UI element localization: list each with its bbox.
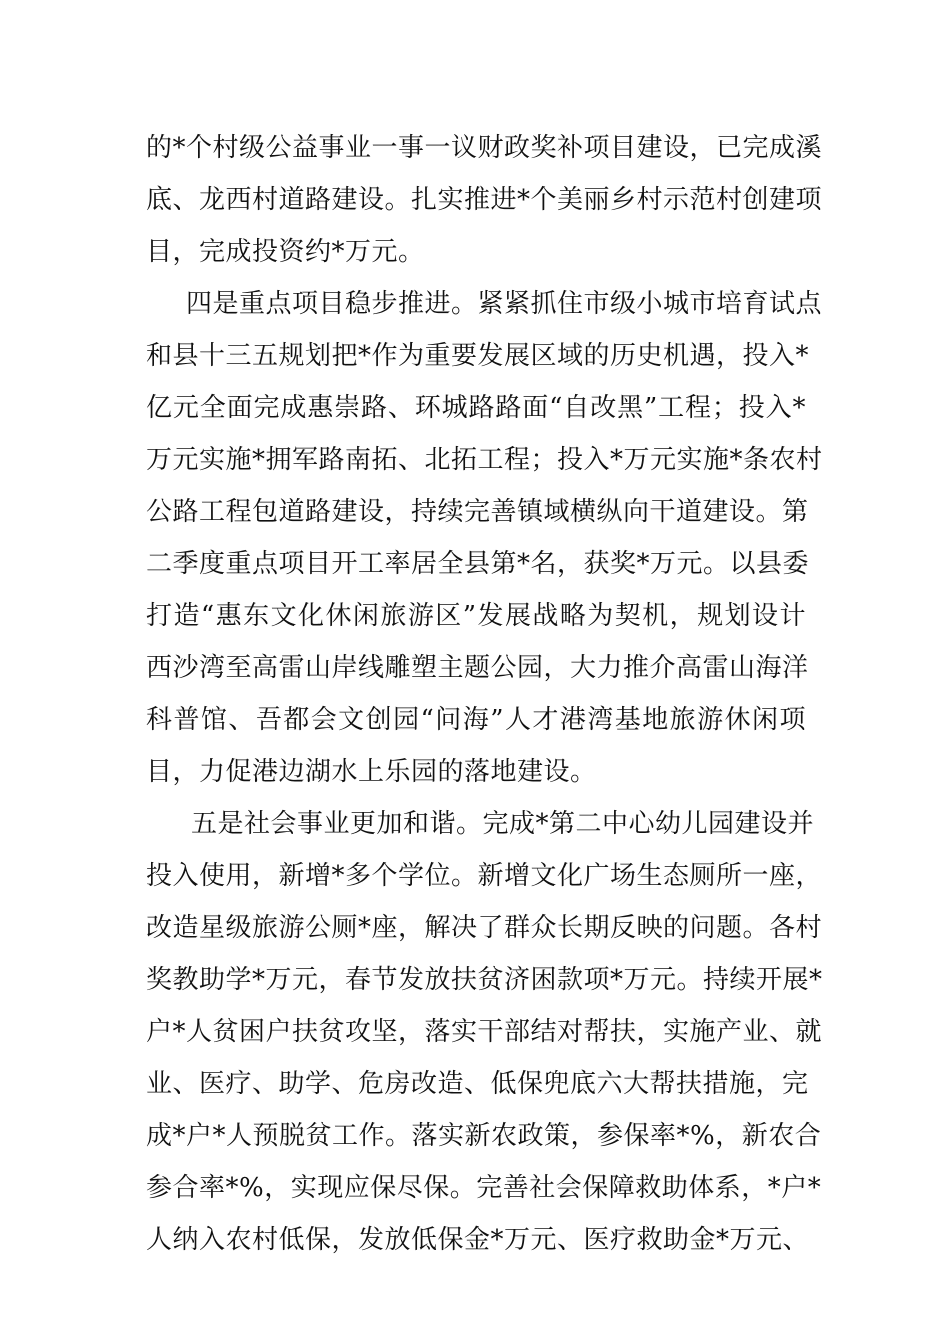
p2-line-2: 和县十三五规划把*作为重要发展区域的历史机遇，投入* [146, 341, 810, 371]
p3-line-4: 奖教助学*万元，春节发放扶贫济困款项*万元。持续开展* [146, 965, 823, 995]
p3-line-8: 参合率*%，实现应保尽保。完善社会保障救助体系，*户* [146, 1173, 822, 1203]
p2-line-8: 西沙湾至高雷山岸线雕塑主题公园，大力推介高雷山海洋 [146, 653, 809, 683]
p2-line-7: 打造“惠东文化休闲旅游区”发展战略为契机，规划设计 [146, 601, 806, 631]
p2-line-10: 目，力促港边湖水上乐园的落地建设。 [146, 757, 597, 787]
p3-line-1: 五是社会事业更加和谐。完成*第二中心幼儿园建设并 [191, 809, 815, 839]
p2-line-6: 二季度重点项目开工率居全县第*名，获奖*万元。以县委 [146, 549, 810, 579]
p1-line-3: 目，完成投资约*万元。 [146, 237, 425, 267]
p2-line-1: 四是重点项目稳步推进。紧紧抓住市级小城市培育试点 [186, 289, 823, 319]
p2-line-5: 公路工程包道路建设，持续完善镇域横纵向干道建设。第 [146, 497, 809, 527]
p3-line-6: 业、医疗、助学、危房改造、低保兜底六大帮扶措施，完 [146, 1069, 809, 1099]
p1-line-1: 的*个村级公益事业一事一议财政奖补项目建设，已完成溪 [146, 133, 823, 163]
p2-line-3: 亿元全面完成惠崇路、环城路路面“自改黑”工程；投入* [146, 393, 806, 423]
p3-line-7: 成*户*人预脱贫工作。落实新农政策，参保率*%，新农合 [146, 1121, 822, 1151]
p2-line-4: 万元实施*拥军路南拓、北拓工程；投入*万元实施*条农村 [146, 445, 823, 475]
p3-line-3: 改造星级旅游公厕*座，解决了群众长期反映的问题。各村 [146, 913, 823, 943]
p3-line-9: 人纳入农村低保，发放低保金*万元、医疗救助金*万元、 [146, 1225, 810, 1255]
p3-line-2: 投入使用，新增*多个学位。新增文化广场生态厕所一座， [146, 861, 823, 891]
p1-line-2: 底、龙西村道路建设。扎实推进*个美丽乡村示范村创建项 [146, 185, 823, 215]
p2-line-9: 科普馆、吾都会文创园“问海”人才港湾基地旅游休闲项 [146, 705, 806, 735]
p3-line-5: 户*人贫困户扶贫攻坚，落实干部结对帮扶，实施产业、就 [146, 1017, 823, 1047]
